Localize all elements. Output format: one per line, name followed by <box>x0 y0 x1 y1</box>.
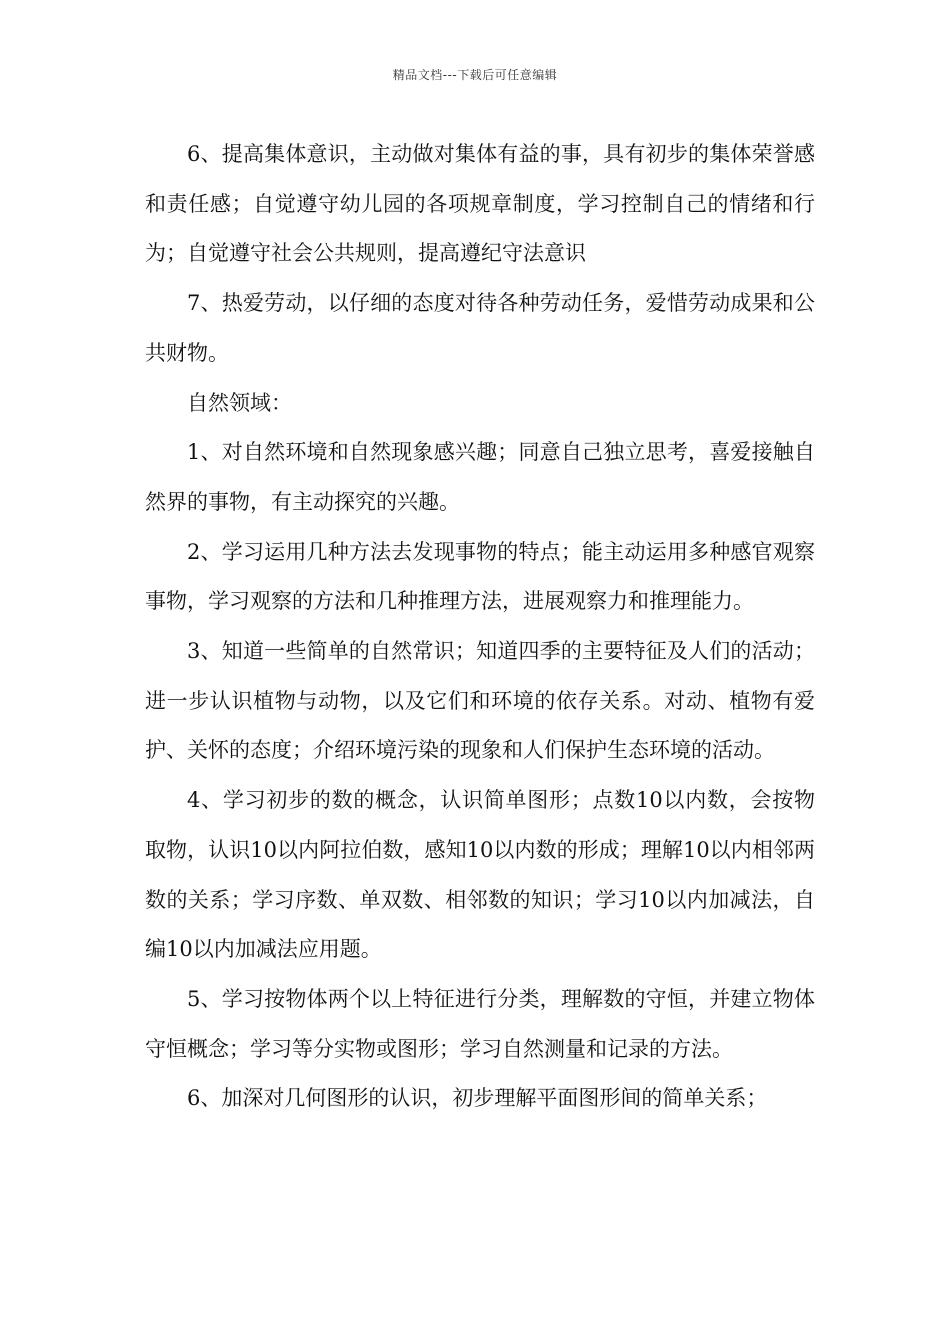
paragraph-social-6: 6、提高集体意识，主动做对集体有益的事，具有初步的集体荣誉感和责任感；自觉遵守幼儿园的各项规章制度，学习控制自己的情绪和行为；自觉遵守社会公共规则，提高遵纪守法意识 <box>145 142 815 266</box>
page-header: 精品文档---下载后可任意编辑 <box>392 68 558 82</box>
paragraph-social-7: 7、热爱劳动，以仔细的态度对待各种劳动任务，爱惜劳动成果和公共财物。 <box>145 291 815 365</box>
section-heading-nature: 自然领域： <box>187 390 292 415</box>
paragraph-nature-5: 5、学习按物体两个以上特征进行分类，理解数的守恒，并建立物体守恒概念；学习等分实物或图形；学习自然测量和记录的方法。 <box>145 986 815 1061</box>
paragraph-nature-6: 6、加深对几何图形的认识，初步理解平面图形间的简单关系； <box>187 1086 768 1111</box>
document-body <box>145 130 815 1124</box>
paragraph-nature-3: 3、知道一些简单的自然常识；知道四季的主要特征及人们的活动；进一步认识植物与动物，以及它们和环境的依存关系。对动、植物有爱护、关怀的态度；介绍环境污染的现象和人们保护生态环境的活动。 <box>145 639 815 763</box>
paragraph-nature-1: 1、对自然环境和自然现象感兴趣；同意自己独立思考，喜爱接触自然界的事物，有主动探究的兴趣。 <box>145 440 815 514</box>
paragraph-nature-2: 2、学习运用几种方法去发现事物的特点；能主动运用多种感官观察事物，学习观察的方法和几种推理方法，进展观察力和推理能力。 <box>145 539 815 614</box>
paragraph-nature-4: 4、学习初步的数的概念，认识简单图形；点数10以内数，会按物取物，认识10以内阿拉伯数，感知10以内数的形成；理解10以内相邻两数的关系；学习序数、单双数、相邻数的知识；学习10以内加减法，自编10以内加减法应用题。 <box>145 788 815 962</box>
